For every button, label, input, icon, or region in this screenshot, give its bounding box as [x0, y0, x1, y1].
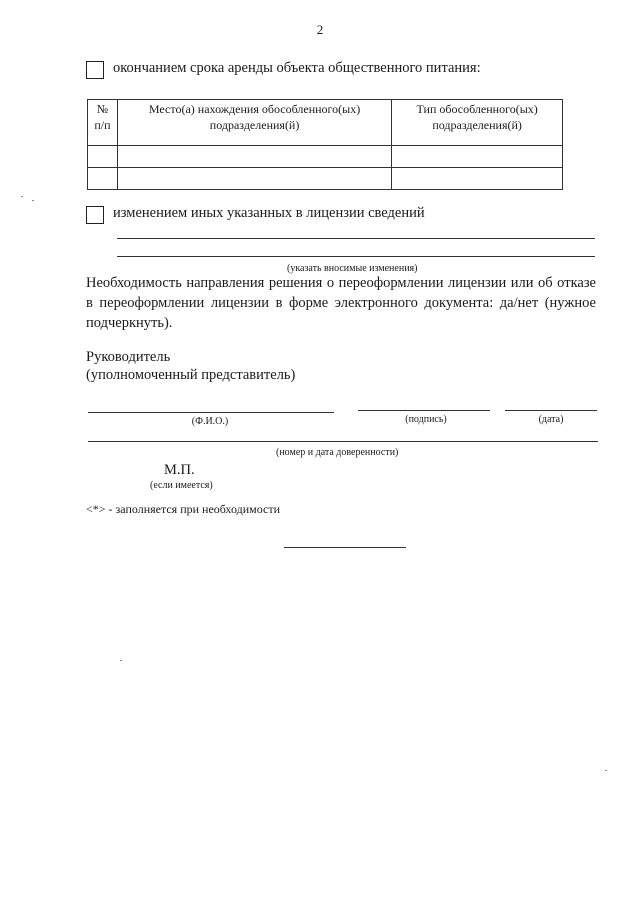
signature-caption: (подпись): [405, 414, 447, 425]
table-cell[interactable]: [88, 146, 118, 168]
signatory-subtitle: (уполномоченный представитель): [86, 367, 296, 383]
power-of-attorney-caption: (номер и дата доверенности): [276, 447, 399, 458]
table-row: [88, 146, 563, 168]
scan-speck: [21, 196, 23, 197]
subdivisions-table: [87, 99, 563, 190]
table-cell[interactable]: [117, 168, 391, 190]
stamp-note: (если имеется): [150, 480, 213, 491]
other-changes-checkbox[interactable]: [86, 206, 104, 224]
name-caption: (Ф.И.О.): [191, 416, 229, 427]
name-line[interactable]: [88, 412, 334, 413]
table-row: [88, 168, 563, 190]
date-line[interactable]: [505, 410, 597, 411]
table-cell[interactable]: [117, 146, 391, 168]
other-changes-label: изменением иных указанных в лицензии сведений: [113, 205, 425, 221]
changes-line-1[interactable]: [117, 238, 595, 239]
date-caption: (дата): [538, 414, 564, 425]
electronic-notice: Необходимость направления решения о переоформлении лицензии или об отказе в переоформлении лицензии в форме электронного документа: да/нет (нужное подчеркнуть).: [86, 275, 596, 331]
table-header-row: [88, 100, 563, 146]
header-type: Тип обособленного(ых) подразделения(й): [392, 100, 563, 146]
signature-line[interactable]: [358, 410, 490, 411]
footnote: <*> - заполняется при необходимости: [86, 502, 281, 516]
table-cell[interactable]: [392, 168, 563, 190]
signatory-title: Руководитель: [86, 349, 171, 365]
page-number: 2: [316, 22, 324, 37]
lease-end-label: окончанием срока аренды объекта общественного питания:: [113, 60, 481, 76]
changes-line-2[interactable]: [117, 256, 595, 257]
lease-end-checkbox[interactable]: [86, 61, 104, 79]
changes-caption: (указать вносимые изменения): [287, 263, 418, 274]
closing-separator: [284, 547, 406, 548]
table-cell[interactable]: [392, 146, 563, 168]
power-of-attorney-line[interactable]: [88, 441, 598, 442]
scan-speck: [605, 770, 607, 771]
scan-speck: [120, 660, 122, 661]
stamp-label: М.П.: [164, 462, 195, 478]
header-location: Место(а) нахождения обособленного(ых) подразделения(й): [117, 100, 391, 146]
header-number: № п/п: [88, 100, 118, 146]
table-cell[interactable]: [88, 168, 118, 190]
scan-speck: [32, 200, 34, 201]
